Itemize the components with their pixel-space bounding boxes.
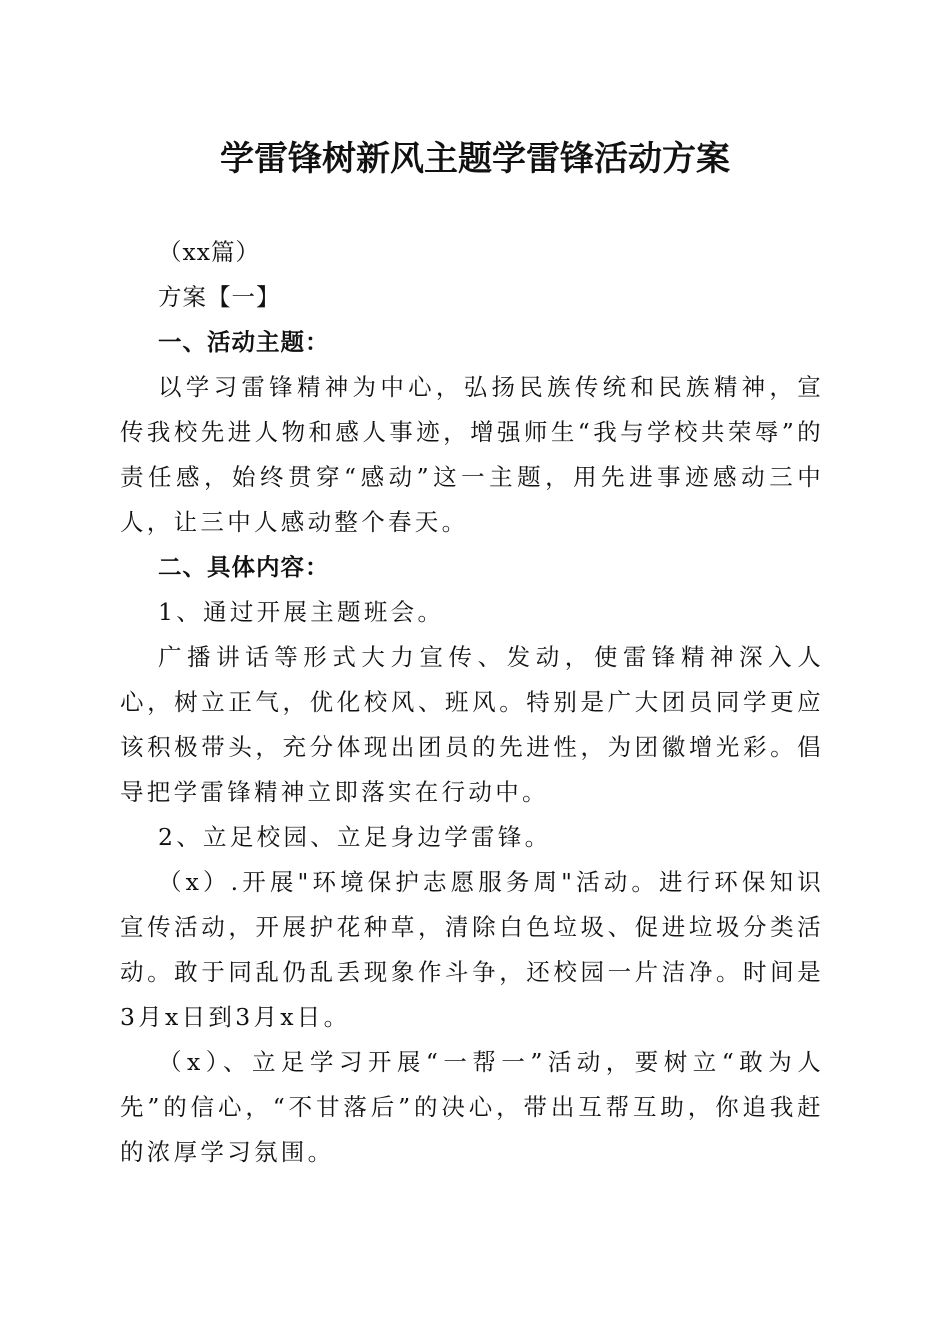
paragraph-broadcast: 广播讲话等形式大力宣传、发动，使雷锋精神深入人心，树立正气，优化校风、班风。特别是广大团员同学更应该积极带头，充分体现出团员的先进性，为团徽增光彩。倡导把学雷锋精神立即落实在行动中。 [120, 643, 824, 806]
paragraph-theme: 以学习雷锋精神为中心，弘扬民族传统和民族精神，宣传我校先进人物和感人事迹，增强师生“我与学校共荣辱”的责任感，始终贯穿“感动”这一主题，用先进事迹感动三中人，让三中人感动整个春天。 [120, 373, 824, 536]
document-title: 学雷锋树新风主题学雷锋活动方案 [220, 139, 730, 179]
paragraph-environment: （x）.开展"环境保护志愿服务周"活动。进行环保知识宣传活动，开展护花种草，清除白色垃圾、促进垃圾分类活动。敢于同乱仍乱丢现象作斗争，还校园一片洁净。时间是3月x日到3月x日。 [120, 868, 824, 1031]
item-1: 1、通过开展主题班会。 [158, 598, 445, 626]
paragraph-study: （x）、立足学习开展“一帮一”活动，要树立“敢为人先”的信心，“不甘落后”的决心，带出互帮互助，你追我赶的浓厚学习氛围。 [120, 1048, 824, 1166]
section-note: （xx篇） [158, 238, 261, 266]
section-heading-content: 二、具体内容： [158, 553, 330, 581]
document-body [120, 230, 824, 1175]
section-heading-theme: 一、活动主题： [158, 328, 330, 356]
item-2: 2、立足校园、立足身边学雷锋。 [158, 823, 552, 851]
plan-label: 方案【一】 [158, 283, 281, 311]
